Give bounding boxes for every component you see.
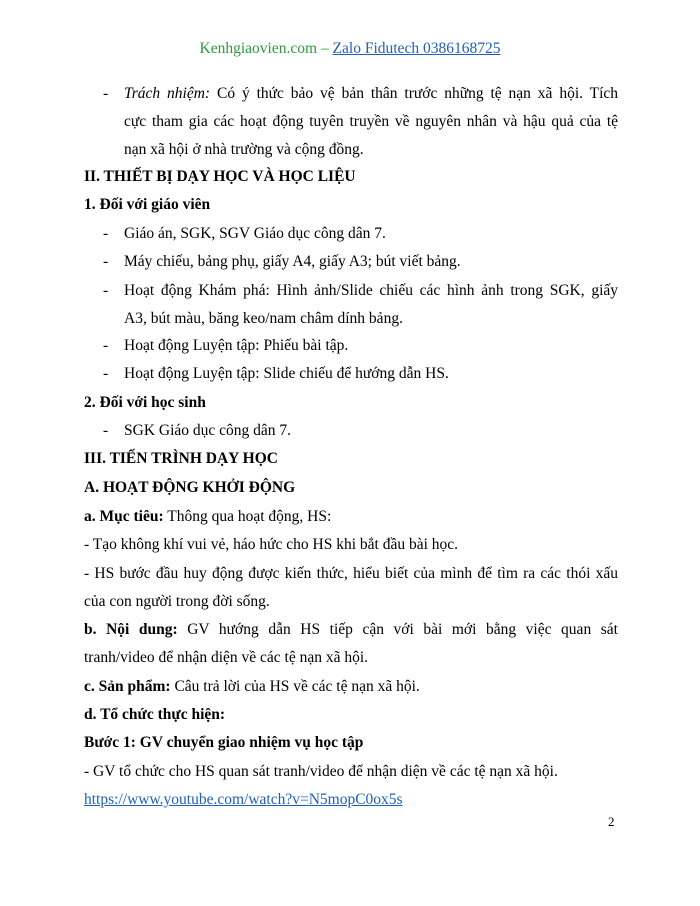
step-1-text: - GV tổ chức cho HS quan sát tranh/video để nhận diện về các tệ nạn xã hội. — [84, 763, 558, 780]
responsibility-line-3: nạn xã hội ở nhà trường và cộng đồng. — [124, 141, 364, 158]
bullet-dash: - — [103, 282, 109, 299]
organize-heading: d. Tổ chức thực hiện: — [84, 706, 226, 723]
page-header — [0, 40, 700, 58]
goal-label: a. Mục tiêu: — [84, 508, 164, 525]
youtube-link[interactable]: https://www.youtube.com/watch?v=N5mopC0ox5s — [84, 791, 403, 808]
student-heading: 2. Đối với học sinh — [84, 394, 206, 411]
content-line-1: b. Nội dung: GV hướng dẫn HS tiếp cận với bài mới bằng việc quan sát — [84, 621, 618, 638]
page-number: 2 — [608, 814, 615, 829]
teacher-item: Máy chiếu, bảng phụ, giấy A4, giấy A3; bút viết bảng. — [124, 253, 461, 270]
responsibility-line-1: Trách nhiệm: Có ý thức bảo vệ bản thân trước những tệ nạn xã hội. Tích — [124, 85, 619, 102]
bullet-dash: - — [103, 365, 109, 382]
teacher-item: Hoạt động Luyện tập: Slide chiếu để hướng dẫn HS. — [124, 365, 449, 382]
product-line: c. Sản phẩm: Câu trả lời của HS về các tệ nạn xã hội. — [84, 678, 420, 695]
teacher-item: Hoạt động Luyện tập: Phiếu bài tập. — [124, 337, 349, 354]
goal-item-continued: của con người trong đời sống. — [84, 593, 270, 610]
header-contact-link[interactable]: Zalo Fidutech 0386168725 — [332, 40, 501, 57]
section-3-title: III. TIẾN TRÌNH DẠY HỌC — [84, 450, 278, 467]
bullet-dash: - — [103, 225, 109, 242]
content-line-2: tranh/video để nhận diện về các tệ nạn xã hội. — [84, 649, 369, 666]
header-separator: – — [317, 40, 333, 57]
section-2-title: II. THIẾT BỊ DẠY HỌC VÀ HỌC LIỆU — [84, 168, 356, 185]
content-label: b. Nội dung: — [84, 621, 178, 638]
step-1-heading: Bước 1: GV chuyển giao nhiệm vụ học tập — [84, 734, 364, 751]
bullet-dash: - — [103, 85, 109, 102]
responsibility-line-2: cực tham gia các hoạt động tuyên truyền về nguyên nhân và hậu quả của tệ — [124, 113, 618, 130]
teacher-heading: 1. Đối với giáo viên — [84, 196, 211, 213]
goal-line: a. Mục tiêu: Thông qua hoạt động, HS: — [84, 508, 332, 525]
activity-a-title: A. HOẠT ĐỘNG KHỞI ĐỘNG — [84, 479, 296, 496]
responsibility-label: Trách nhiệm: — [124, 85, 211, 102]
product-label: c. Sản phẩm: — [84, 678, 171, 695]
teacher-item-continued: A3, bút màu, băng keo/nam châm dính bảng. — [124, 310, 403, 327]
goal-item: - HS bước đầu huy động được kiến thức, hiểu biết của mình để tìm ra các thói xấu — [84, 565, 618, 582]
student-item: SGK Giáo dục công dân 7. — [124, 422, 292, 439]
bullet-dash: - — [103, 253, 109, 270]
goal-item: - Tạo không khí vui vẻ, háo hức cho HS khi bắt đầu bài học. — [84, 536, 459, 553]
bullet-dash: - — [103, 422, 109, 439]
header-site: Kenhgiaovien.com — [199, 40, 318, 57]
teacher-item: Hoạt động Khám phá: Hình ảnh/Slide chiếu các hình ảnh trong SGK, giấy — [124, 282, 618, 299]
teacher-item: Giáo án, SGK, SGV Giáo dục công dân 7. — [124, 225, 386, 242]
bullet-dash: - — [103, 337, 109, 354]
